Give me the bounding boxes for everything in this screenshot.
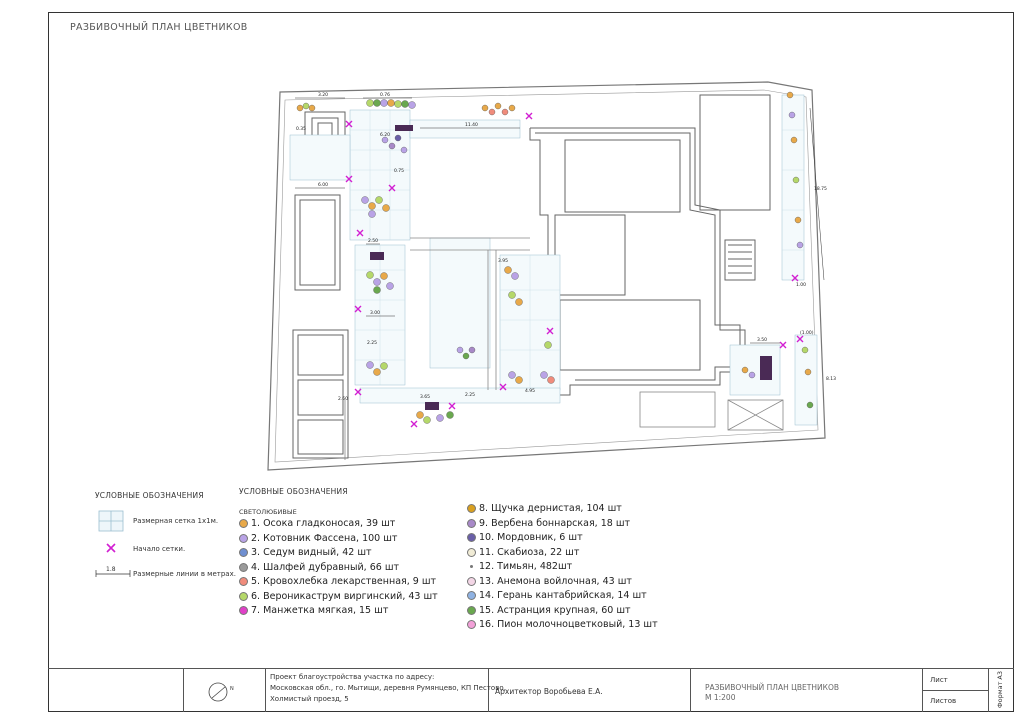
plant-legend-label: 10. Мордовник, 6 шт xyxy=(479,532,583,543)
dimension-label: 2.50 xyxy=(368,239,379,244)
plant-swatch-icon xyxy=(467,548,476,557)
dimension-label: 6.20 xyxy=(380,133,391,138)
plant-swatch-icon xyxy=(467,533,476,542)
dimension-label: 3.00 xyxy=(370,311,381,316)
plant-legend-item xyxy=(467,619,658,630)
plant-legend-label: 2. Котовник Фассена, 100 шт xyxy=(251,532,398,544)
plant-legend-label: 3. Седум видный, 42 шт xyxy=(251,547,372,558)
plant-legend-item xyxy=(467,605,631,616)
project-line-2: Московская обл., го. Мытищи, деревня Румянцево, КП Пестово, xyxy=(270,684,506,692)
dimension-label: 6.00 xyxy=(318,183,329,188)
plant-swatch-icon xyxy=(467,519,476,528)
dimension-label: 2.60 xyxy=(338,397,349,402)
plant-legend-item xyxy=(467,561,572,572)
outbuilding xyxy=(293,330,348,458)
plant-legend-label: 1. Осока гладконосая, 39 шт xyxy=(251,518,396,529)
dimension-label: 0.76 xyxy=(380,93,391,98)
dimension-label: 3.95 xyxy=(498,259,509,264)
plant-legend-label: 7. Манжетка мягкая, 15 шт xyxy=(251,605,389,616)
dimension-label: 3.20 xyxy=(318,93,329,98)
project-line-1: Проект благоустройства участка по адресу: xyxy=(270,673,435,681)
legend-plants-heading: УСЛОВНЫЕ ОБОЗНАЧЕНИЯ xyxy=(239,487,348,496)
plant-legend-item xyxy=(239,547,372,558)
plant-legend-item xyxy=(467,518,630,529)
plant-legend-label: 13. Анемона войлочная, 43 шт xyxy=(479,575,632,587)
format-label: Формат А3 xyxy=(996,670,1004,708)
dimension-label: 0.35 xyxy=(296,127,307,132)
dimension-label: 18.75 xyxy=(814,187,827,192)
plant-legend-item xyxy=(239,533,397,544)
legend-plants-subheading: СВЕТОЛЮБИВЫЕ xyxy=(239,508,297,516)
dimension-label: 8.13 xyxy=(826,377,837,382)
dimension-label: 2.25 xyxy=(465,393,476,398)
paving-grid xyxy=(290,95,817,425)
plant-swatch-icon xyxy=(239,592,248,601)
title-block-divider xyxy=(183,668,184,712)
north-label: N xyxy=(230,686,234,692)
title-block-border xyxy=(48,668,1014,669)
title-block-scale: М 1:200 xyxy=(705,693,736,702)
plant-legend-item xyxy=(467,576,632,587)
title-block-divider xyxy=(988,668,989,712)
plant-swatch-icon xyxy=(467,504,476,513)
plant-legend-item xyxy=(239,518,395,529)
plant-legend-label: 11. Скабиоза, 22 шт xyxy=(479,546,580,558)
title-block-divider xyxy=(922,690,988,691)
sheet-label: Лист xyxy=(930,676,948,684)
plant-swatch-icon xyxy=(467,577,476,586)
cross-marker-icon xyxy=(106,543,116,553)
plant-legend-item xyxy=(467,590,647,601)
legend-marker-label: Начало сетки. xyxy=(133,545,186,553)
plant-legend-item xyxy=(239,562,399,573)
plant-legend-item xyxy=(239,605,388,616)
dimension-label: 2.25 xyxy=(367,341,378,346)
title-block-divider xyxy=(690,668,691,712)
plant-swatch-icon xyxy=(239,534,248,543)
dimension-label: 3.65 xyxy=(420,395,431,400)
project-line-3: Холмистый проезд, 5 xyxy=(270,695,349,703)
plant-legend-label: 8. Щучка дернистая, 104 шт xyxy=(479,503,622,514)
dimension-label: 3.50 xyxy=(757,338,768,343)
plant-swatch-icon xyxy=(239,519,248,528)
dimension-label: (1.00) xyxy=(800,331,814,336)
plant-legend-item xyxy=(467,547,579,558)
plant-legend-label: 15. Астранция крупная, 60 шт xyxy=(479,604,631,616)
plant-legend-item xyxy=(467,503,622,514)
legend-dimension-label: Размерные линии в метрах. xyxy=(133,570,236,578)
legend-dimension-value: 1.8 xyxy=(106,566,116,573)
plant-swatch-icon xyxy=(470,565,473,568)
dimension-label: 4.95 xyxy=(525,389,536,394)
plant-legend-label: 5. Кровохлебка лекарственная, 9 шт xyxy=(251,576,437,587)
pool xyxy=(295,195,340,290)
dimension-label: 0.75 xyxy=(394,169,405,174)
sheets-label: Листов xyxy=(930,697,957,705)
plant-legend-label: 16. Пион молочноцветковый, 13 шт xyxy=(479,619,658,630)
plant-legend-item xyxy=(239,576,436,587)
plant-swatch-icon xyxy=(239,548,248,557)
plant-legend-item xyxy=(239,591,438,602)
plant-swatch-icon xyxy=(467,620,476,629)
plant-legend-label: 14. Герань кантабрийская, 14 шт xyxy=(479,590,647,601)
plant-legend-item xyxy=(467,532,583,543)
sheet-title: РАЗБИВОЧНЫЙ ПЛАН ЦВЕТНИКОВ xyxy=(70,22,248,33)
plant-legend-label: 12. Тимьян, 482шт xyxy=(479,561,573,572)
plant-swatch-icon xyxy=(239,563,248,572)
title-block-sheet-name: РАЗБИВОЧНЫЙ ПЛАН ЦВЕТНИКОВ xyxy=(705,683,840,692)
dimension-label: 1.00 xyxy=(796,283,807,288)
title-block-divider xyxy=(265,668,266,712)
legend-grid-label: Размерная сетка 1х1м. xyxy=(133,517,219,525)
north-arrow-icon xyxy=(206,680,238,704)
grid-icon xyxy=(98,510,124,532)
plant-swatch-icon xyxy=(239,606,248,615)
plant-swatch-icon xyxy=(239,577,248,586)
dimension-label: 11.40 xyxy=(465,123,478,128)
plant-legend-label: 9. Вербена боннарская, 18 шт xyxy=(479,517,631,529)
plant-legend-label: 4. Шалфей дубравный, 66 шт xyxy=(251,561,400,573)
architect-name: Архитектор Воробьева Е.А. xyxy=(495,687,603,696)
legend-symbols-heading: УСЛОВНЫЕ ОБОЗНАЧЕНИЯ xyxy=(95,491,204,500)
plant-swatch-icon xyxy=(467,591,476,600)
plant-swatch-icon xyxy=(467,606,476,615)
plant-legend-label: 6. Вероникаструм виргинский, 43 шт xyxy=(251,590,438,602)
